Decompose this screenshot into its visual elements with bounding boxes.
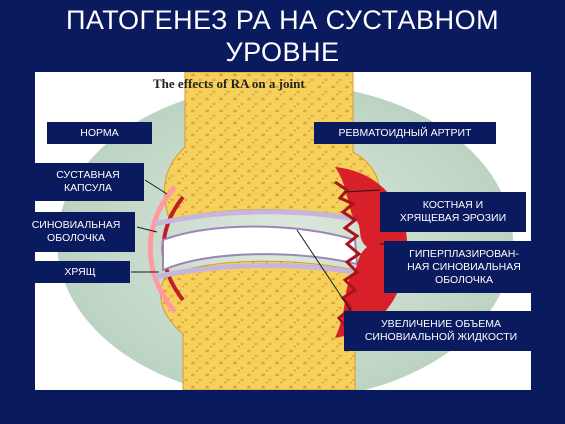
label-joint-capsule-line-2: КАПСУЛА: [64, 182, 112, 194]
label-cartilage: [30, 261, 130, 283]
label-normal-text: НОРМА: [80, 126, 119, 139]
label-bone-cartilage-erosion: [380, 192, 526, 232]
label-fluid-line-1: УВЕЛИЧЕНИЕ ОБЪЕМА: [381, 318, 501, 330]
label-joint-capsule-line-1: СУСТАВНАЯ: [56, 169, 120, 181]
label-synovium: [17, 212, 135, 252]
label-synovium-line-2: ОБОЛОЧКА: [47, 232, 105, 244]
label-normal: [47, 122, 152, 144]
slide-title-line-2: УРОВНЕ: [225, 37, 340, 67]
upper-bone: [165, 72, 380, 222]
figure-caption: The effects of RA on a joint: [153, 76, 305, 91]
label-fluid-line-2: СИНОВИАЛЬНОЙ ЖИДКОСТИ: [364, 331, 518, 343]
label-synovial-fluid-increase: [344, 311, 538, 351]
label-erosion-line-2: ХРЯЩЕВАЯ ЭРОЗИИ: [399, 212, 507, 224]
slide-title: [0, 4, 565, 68]
label-ra-text: РЕВМАТОИДНЫЙ АРТРИТ: [338, 126, 472, 139]
label-hyperplastic-synovium: [384, 241, 544, 293]
label-synovium-line-1: СИНОВИАЛЬНАЯ: [31, 219, 121, 231]
label-joint-capsule: [32, 163, 144, 201]
label-cartilage-text: ХРЯЩ: [64, 265, 96, 278]
label-hyperplastic-line-3: ОБОЛОЧКА: [435, 273, 493, 286]
label-hyperplastic-line-2: НАЯ СИНОВИАЛЬНАЯ: [407, 260, 521, 273]
label-erosion-line-1: КОСТНАЯ И: [422, 199, 484, 211]
label-hyperplastic-line-1: ГИПЕРПЛАЗИРОВАН-: [409, 247, 519, 260]
slide-title-line-1: ПАТОГЕНЕЗ РА НА СУСТАВНОМ: [65, 5, 500, 35]
label-rheumatoid-arthritis: [314, 122, 496, 144]
